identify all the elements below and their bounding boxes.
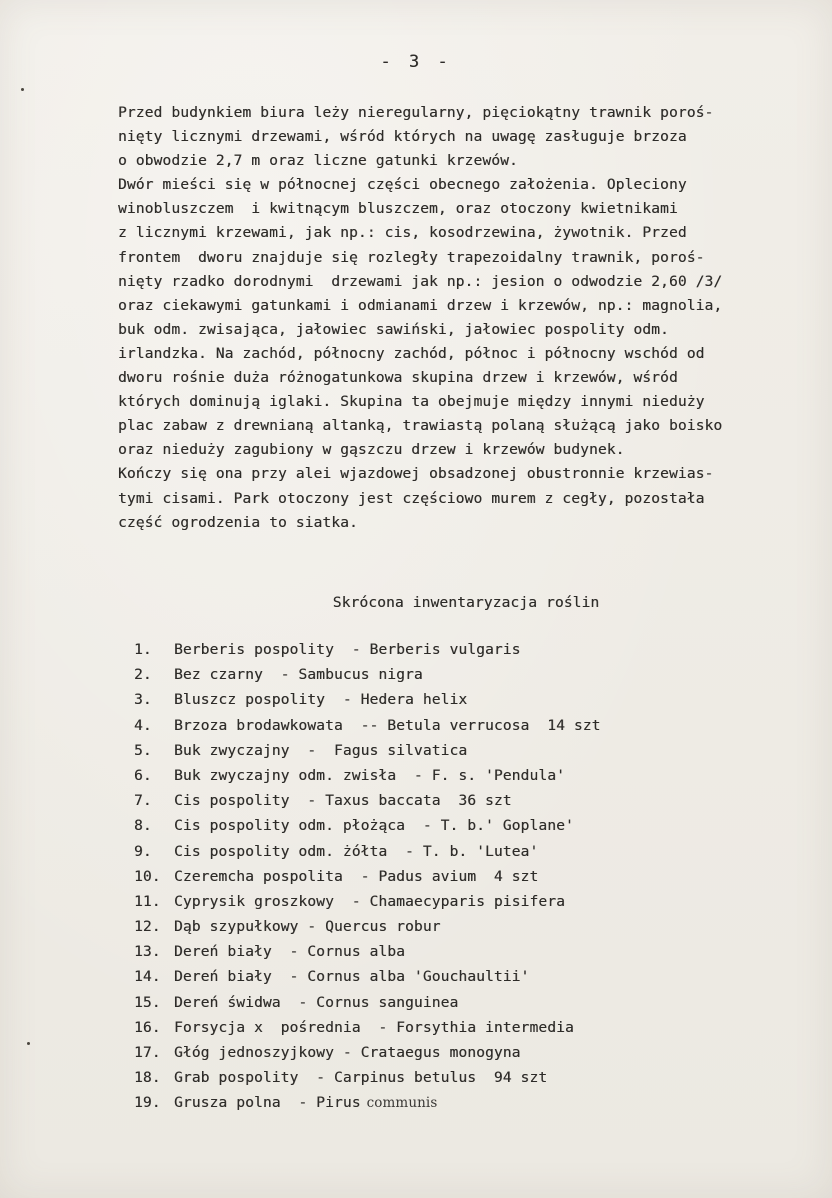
item-text: Bez czarny - Sambucus nigra	[174, 666, 423, 684]
list-item	[134, 839, 601, 864]
paragraph-line: nięty licznymi drzewami, wśród których na uwagę zasługuje brzoza	[118, 128, 687, 146]
list-item	[134, 813, 601, 838]
paragraph-line: Kończy się ona przy alei wjazdowej obsadzonej obustronnie krzewias-	[118, 465, 714, 483]
item-text: Grab pospolity - Carpinus betulus 94 szt	[174, 1069, 548, 1087]
paragraph-line: tymi cisami. Park otoczony jest częściowo murem z cegły, pozostała	[118, 489, 705, 507]
paragraph-line: frontem dworu znajduje się rozległy trapezoidalny trawnik, poroś-	[118, 248, 705, 266]
list-item	[134, 1040, 601, 1065]
item-number: 8.	[134, 817, 152, 835]
list-item	[134, 939, 601, 964]
item-text: Dąb szypułkowy - Quercus robur	[174, 918, 441, 936]
item-text: Berberis pospolity - Berberis vulgaris	[174, 641, 521, 658]
item-text: Czeremcha pospolita - Padus avium 4 szt	[174, 867, 539, 885]
paragraph-line: nięty rzadko dorodnymi drzewami jak np.: jesion o odwodzie 2,60 /3/	[118, 272, 723, 290]
item-number: 1.	[134, 641, 152, 658]
paragraph-line: irlandzka. Na zachód, północny zachód, północ i północny wschód od	[118, 344, 705, 362]
item-number: 17.	[134, 1044, 161, 1061]
paragraph-line: część ogrodzenia to siatka.	[118, 513, 358, 531]
list-item	[134, 914, 601, 939]
item-text: Cyprysik groszkowy - Chamaecyparis pisifera	[174, 892, 565, 910]
list-item	[134, 864, 601, 889]
list-item	[134, 763, 601, 788]
paragraph-line: o obwodzie 2,7 m oraz liczne gatunki krzewów.	[118, 152, 518, 170]
paragraph-line: dworu rośnie duża różnogatunkowa skupina drzew i krzewów, wśród	[118, 369, 678, 387]
item-number: 18.	[134, 1069, 161, 1087]
paragraph-line: winobluszczem i kwitnącym bluszczem, oraz otoczony kwietnikami	[118, 200, 678, 218]
paragraph-line: z licznymi krzewami, jak np.: cis, kosodrzewina, żywotnik. Przed	[118, 224, 687, 242]
list-item	[134, 687, 601, 712]
item-number: 4.	[134, 716, 152, 734]
item-text: Cis pospolity - Taxus baccata 36 szt	[174, 792, 512, 810]
list-item	[134, 990, 601, 1015]
item-number: 14.	[134, 968, 161, 986]
item-text: Cis pospolity odm. żółta - T. b. 'Lutea'	[174, 842, 539, 860]
item-text: Buk zwyczajny odm. zwisła - F. s. 'Pendula'	[174, 766, 565, 784]
item-number: 16.	[134, 1018, 161, 1036]
list-item	[134, 713, 601, 738]
item-text: Forsycja x pośrednia - Forsythia intermedia	[174, 1018, 574, 1036]
item-number: 13.	[134, 943, 161, 961]
item-text: Dereń biały - Cornus alba	[174, 943, 406, 961]
item-number: 7.	[134, 792, 152, 810]
item-number: 12.	[134, 918, 161, 936]
plant-inventory-list	[134, 637, 601, 1116]
item-text: Cis pospolity odm. płożąca - T. b.' Goplane'	[174, 817, 574, 835]
item-typed-text: Grusza polna - Pirus	[174, 1094, 361, 1112]
margin-mark	[27, 1042, 30, 1045]
list-item	[134, 1065, 601, 1090]
list-item	[134, 1015, 601, 1040]
item-number: 6.	[134, 766, 152, 784]
page-number: - 3 -	[380, 52, 452, 72]
item-text: Brzoza brodawkowata -- Betula verrucosa 14 szt	[174, 716, 601, 734]
item-text	[174, 1090, 437, 1115]
item-number: 9.	[134, 842, 152, 860]
margin-mark	[21, 88, 24, 91]
item-number: 19.	[134, 1094, 161, 1112]
list-item	[134, 964, 601, 989]
item-number: 2.	[134, 666, 152, 684]
item-number: 10.	[134, 867, 161, 885]
item-number: 5.	[134, 741, 152, 759]
paragraph-line: plac zabaw z drewnianą altanką, trawiastą polaną służącą jako boisko	[118, 417, 723, 435]
item-number: 15.	[134, 993, 161, 1011]
paragraph-line: oraz nieduży zagubiony w gąszczu drzew i krzewów budynek.	[118, 441, 625, 459]
paragraph-line: buk odm. zwisająca, jałowiec sawiński, jałowiec pospolity odm.	[118, 320, 669, 338]
list-item	[134, 1090, 601, 1115]
item-text: Buk zwyczajny - Fagus silvatica	[174, 741, 468, 759]
list-item	[134, 637, 601, 662]
paragraph-line: Dwór mieści się w północnej części obecnego założenia. Opleciony	[118, 176, 687, 194]
paragraph-line: których dominują iglaki. Skupina ta obejmuje między innymi nieduży	[118, 393, 705, 411]
paragraph-line: Przed budynkiem biura leży nieregularny, pięciokątny trawnik poroś-	[118, 104, 714, 121]
paragraph-line: oraz ciekawymi gatunkami i odmianami drzew i krzewów, np.: magnolia,	[118, 296, 723, 314]
item-text: Bluszcz pospolity - Hedera helix	[174, 691, 468, 709]
list-item	[134, 889, 601, 914]
handwritten-addition: communis	[366, 1095, 438, 1112]
item-text: Głóg jednoszyjkowy - Crataegus monogyna	[174, 1044, 521, 1061]
item-text: Dereń biały - Cornus alba 'Gouchaultii'	[174, 968, 530, 986]
list-item	[134, 738, 601, 763]
list-item	[134, 662, 601, 687]
item-text: Dereń świdwa - Cornus sanguinea	[174, 993, 459, 1011]
description-paragraph	[118, 101, 818, 535]
item-number: 11.	[134, 892, 161, 910]
list-item	[134, 788, 601, 813]
item-number: 3.	[134, 691, 152, 709]
section-heading: Skrócona inwentaryzacja roślin	[332, 594, 600, 611]
